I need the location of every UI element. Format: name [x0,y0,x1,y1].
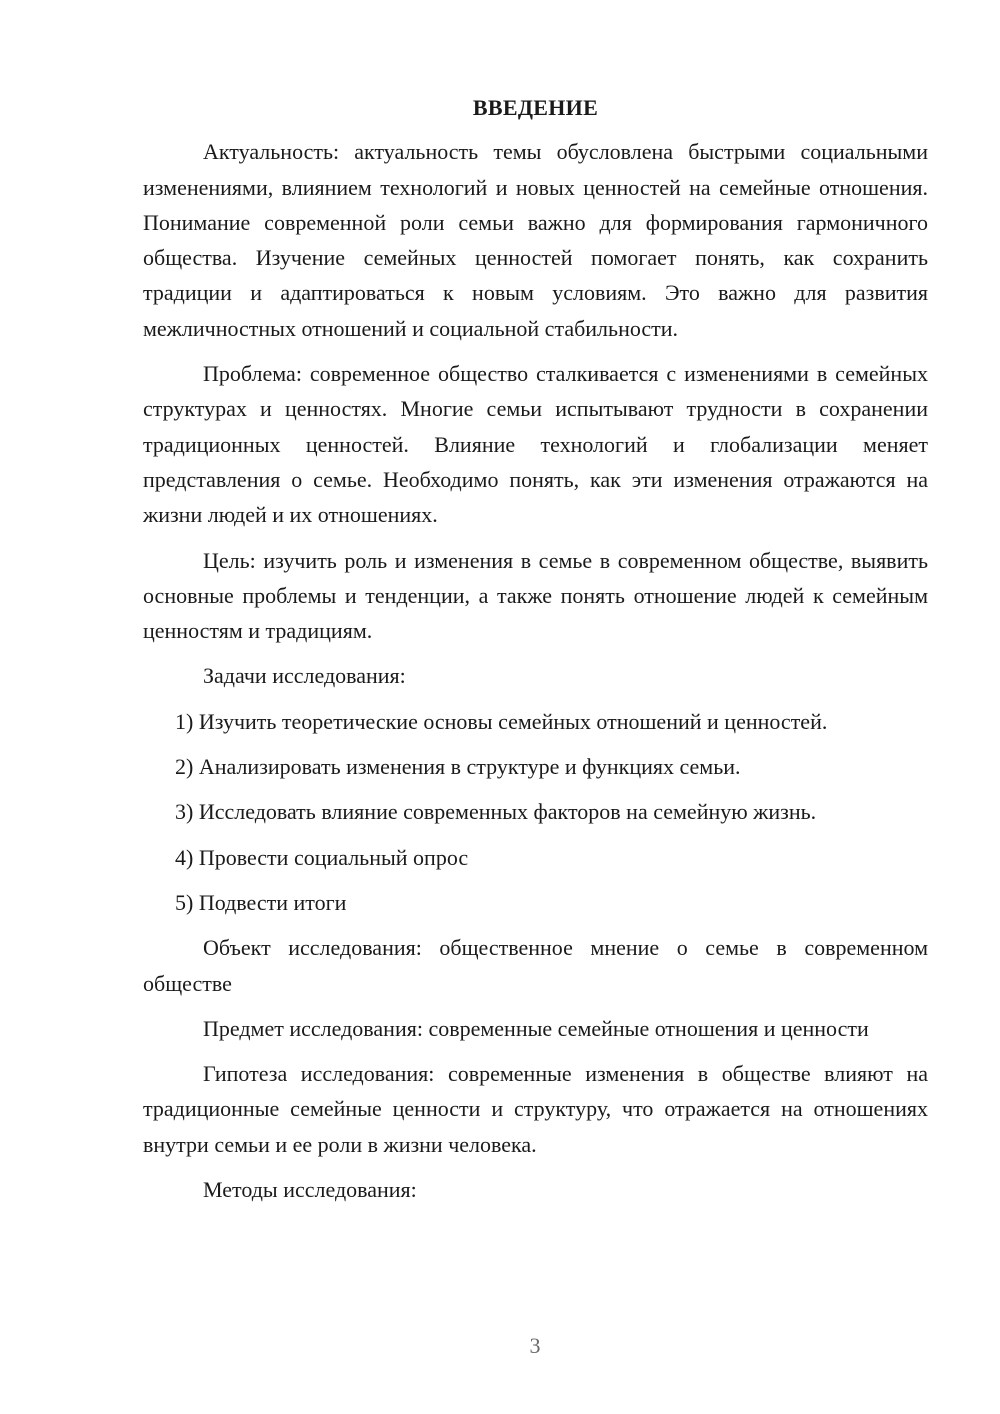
relevance-paragraph: Актуальность: актуальность темы обусловлена быстрыми социальными изменениями, влиянием технологий и новых ценностей на семейные отношения. Понимание современной роли семьи важно для формирования гармоничного общества. Изучение семейных ценностей помогает понять, как сохранить традиции и адаптироваться к новым условиям. Это важно для развития межличностных отношений и социальной стабильности. [143,139,928,341]
methods-heading: Методы исследования: [203,1177,417,1203]
task-item: 2) Анализировать изменения в структуре и функциях семьи. [175,754,741,780]
page-content [143,90,928,1217]
task-item: 5) Подвести итоги [175,889,347,915]
subject-paragraph: Предмет исследования: современные семейные отношения и ценности [203,1015,869,1041]
task-item: 3) Исследовать влияние современных факторов на семейную жизнь. [175,799,817,825]
tasks-list [143,704,928,920]
object-paragraph: Объект исследования: общественное мнение о семье в современном обществе [143,935,928,996]
hypothesis-paragraph: Гипотеза исследования: современные изменения в обществе влияют на традиционные семейные ценности и структуру, что отражается на отношениях внутри семьи и ее роли в жизни человека. [143,1061,928,1157]
goal-paragraph: Цель: изучить роль и изменения в семье в современном обществе, выявить основные проблемы и тенденции, а также понять отношение людей к семейным ценностям и традициям. [143,547,928,644]
task-item: 1) Изучить теоретические основы семейных отношений и ценностей. [175,708,828,734]
task-item: 4) Провести социальный опрос [175,844,469,870]
problem-paragraph: Проблема: современное общество сталкивается с изменениями в семейных структурах и ценностях. Многие семьи испытывают трудности в сохранении традиционных ценностей. Влияние технологий и глобализации меняет представления о семье. Необходимо понять, как эти изменения отражаются на жизни людей и их отношениях. [143,361,928,528]
section-title: ВВЕДЕНИЕ [472,95,599,120]
tasks-heading: Задачи исследования: [203,663,406,689]
page-number: 3 [529,1333,541,1358]
